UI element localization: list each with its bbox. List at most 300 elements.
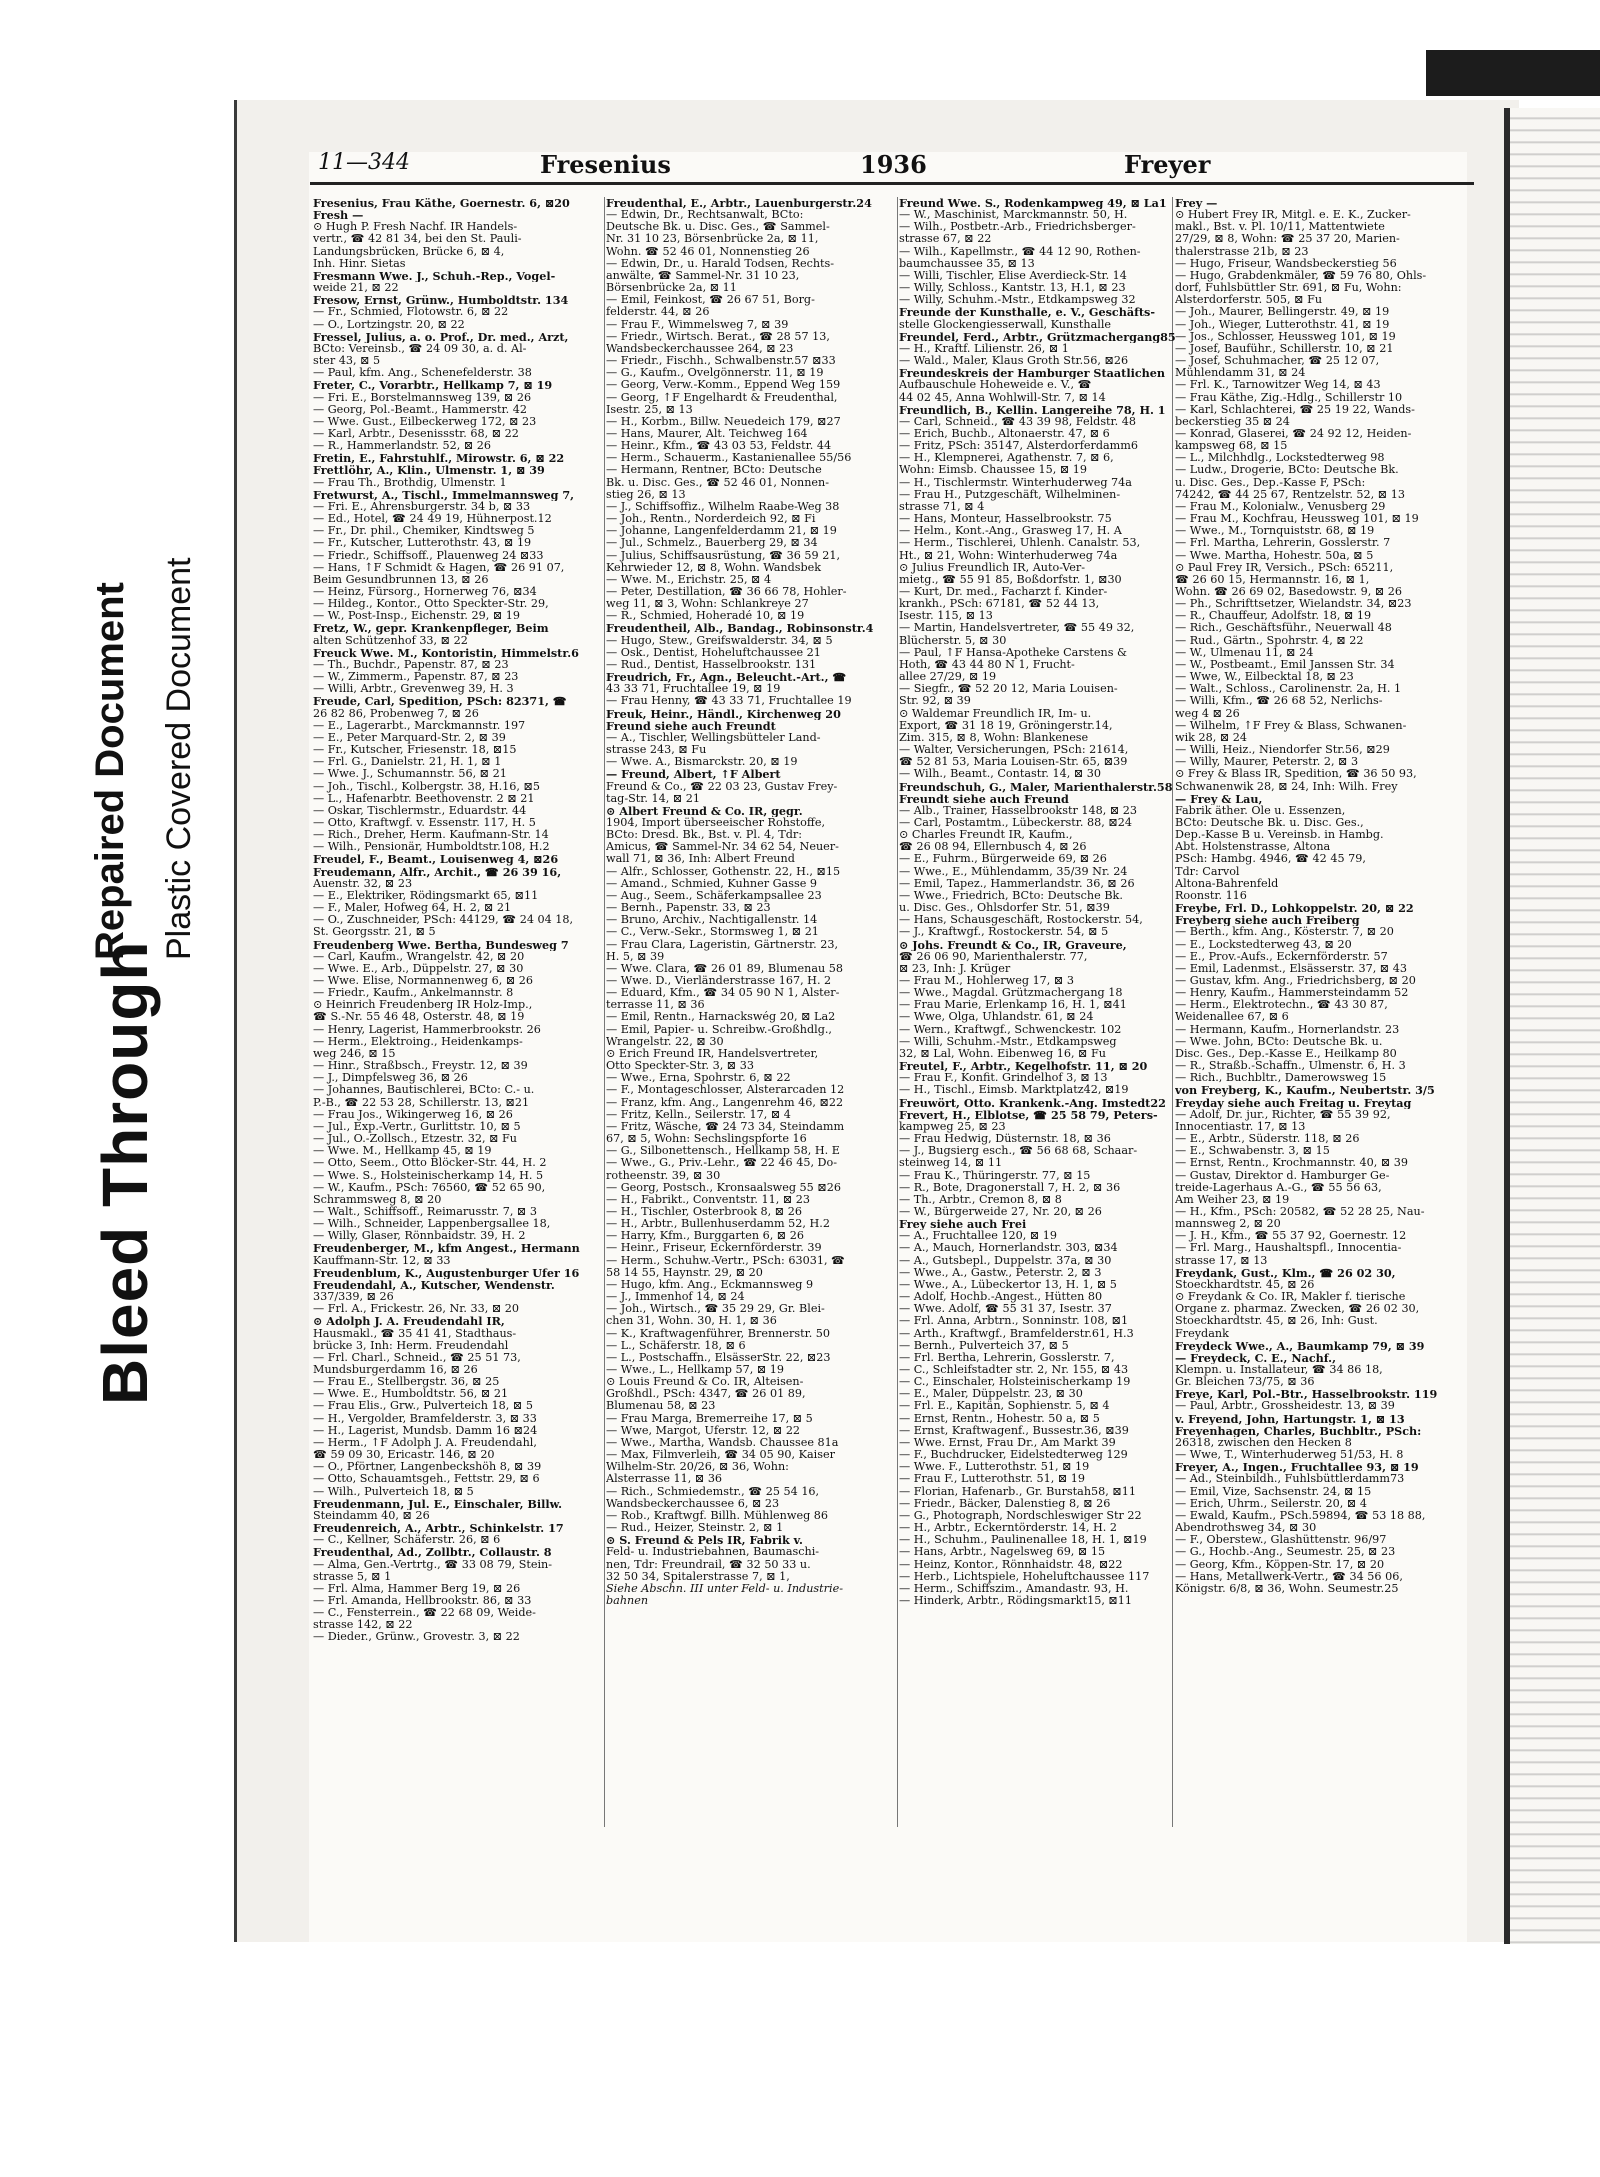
directory-entry: Feld- u. Industriebahnen, Baumaschi-	[606, 1546, 820, 1559]
directory-entry: brücke 3, Inh: Herm. Freudendahl	[313, 1339, 509, 1352]
directory-entry: — L., Schäferstr. 18, ⊠ 6	[606, 1339, 746, 1352]
directory-entry: — O., Zuschneider, PSch: 44129, ☎ 24 04 18,	[313, 914, 574, 927]
directory-entry: strasse 243, ⊠ Fu	[606, 744, 707, 757]
directory-entry: — Wern., Kraftwgf., Schwenckestr. 102	[899, 1023, 1122, 1036]
directory-entry: Großhdl., PSch: 4347, ☎ 26 01 89,	[606, 1388, 806, 1401]
directory-entry: strasse 67, ⊠ 22	[899, 233, 992, 246]
directory-entry: — Wwe., A., Gastw., Peterstr. 2, ⊠ 3	[899, 1266, 1102, 1279]
directory-entry: — Willy, Maurer, Peterstr. 2, ⊠ 3	[1175, 756, 1359, 769]
directory-entry: — Hermann, Kaufm., Hornerlandstr. 23	[1175, 1023, 1400, 1036]
directory-entry: — Wwe. Ernst, Frau Dr., Am Markt 39	[899, 1436, 1116, 1449]
directory-entry: — Emil, Feinkost, ☎ 26 67 51, Borg-	[606, 294, 815, 307]
directory-entry: 43 33 71, Fruchtallee 19, ⊠ 19	[606, 683, 781, 696]
directory-entry: — Hans, Maurer, Alt. Teichweg 164	[606, 427, 808, 440]
directory-entry: — Friedr., Kaufm., Ankelmannstr. 8	[313, 987, 514, 1000]
directory-entry: — J. H., Kfm., ☎ 55 37 92, Goernestr. 12	[1175, 1230, 1407, 1243]
directory-entry: — Frau Clara, Lageristin, Gärtnerstr. 23,	[606, 938, 839, 951]
directory-entry: von Freyberg, K., Kaufm., Neubertstr. 3/5	[1175, 1084, 1435, 1097]
directory-entry: Freudenreich, A., Arbtr., Schinkelstr. 17	[313, 1522, 564, 1535]
directory-entry: Königstr. 6/8, ⊠ 36, Wohn. Seumestr.25	[1175, 1582, 1399, 1595]
directory-entry: Tdr: Carvol	[1175, 865, 1240, 878]
directory-entry: Roonstr. 116	[1175, 889, 1247, 902]
directory-entry: wall 71, ⊠ 36, Inh: Albert Freund	[606, 853, 795, 866]
directory-entry: — Hinderk, Arbtr., Rödingsmarkt15, ⊠11	[899, 1594, 1133, 1607]
directory-entry: Freunde der Kunsthalle, e. V., Geschäfts-	[899, 306, 1155, 319]
page-reference: 11—344	[318, 150, 410, 175]
directory-entry: — Willi, Schuhm.-Mstr., Etdkampsweg	[899, 1035, 1117, 1048]
directory-entry: — Walt., Schiffsoff., Reimarusstr. 7, ⊠ 3	[313, 1205, 537, 1218]
directory-entry: Str. 92, ⊠ 39	[899, 695, 971, 708]
directory-entry: ⊙ Hugh P. Fresh Nachf. IR Handels-	[313, 221, 518, 234]
directory-entry: weg 11, ⊠ 3, Wohn: Schlankreye 27	[606, 598, 809, 611]
directory-entry: Freutel, F., Arbtr., Kegelhofstr. 11, ⊠ 20	[899, 1060, 1148, 1073]
directory-entry: — Fri. E., Borstelmannsweg 139, ⊠ 26	[313, 391, 532, 404]
directory-entry: — Friedr., Wirtsch. Berat., ☎ 28 57 13,	[606, 330, 830, 343]
directory-entry: — Frau Marie, Erlenkamp 16, H. 1, ⊠41	[899, 999, 1127, 1012]
directory-entry: — Georg, Pol.-Beamt., Hammerstr. 42	[313, 403, 527, 416]
directory-entry: Freudenmann, Jul. E., Einschaler, Billw.	[313, 1497, 563, 1510]
directory-entry: — Frl. Bertha, Lehrerin, Gosslerstr. 7,	[899, 1351, 1115, 1364]
directory-entry: — Hugo, Grabdenkmäler, ☎ 59 76 80, Ohls-	[1175, 269, 1427, 282]
directory-entry: Wohn. ☎ 26 69 02, Basedowstr. 9, ⊠ 26	[1175, 586, 1403, 598]
directory-entry: — Hermann, Rentner, BCto: Deutsche	[606, 464, 822, 477]
directory-entry: Freundt siehe auch Freund	[899, 792, 1069, 805]
directory-entry: u. Disc. Ges., Dep.-Kasse F, PSch:	[1175, 476, 1366, 489]
directory-entry: — Gustav, kfm. Ang., Friedrichsberg, ⊠ 20	[1175, 975, 1416, 987]
directory-entry: — F., Buchdrucker, Eidelstedterweg 129	[899, 1449, 1128, 1462]
directory-entry: — Walter, Versicherungen, PSch: 21614,	[899, 744, 1129, 757]
directory-entry: ☎ 52 81 53, Maria Louisen-Str. 65, ⊠39	[899, 756, 1128, 769]
directory-entry: 67, ⊠ 5, Wohn: Sechslingspforte 16	[606, 1133, 807, 1146]
directory-entry: — Wwe. Elise, Normannenweg 6, ⊠ 26	[313, 975, 534, 987]
directory-entry: — Friedr., Schiffsoff., Plauenweg 24 ⊠33	[313, 549, 544, 562]
directory-entry: — Max, Filmverleih, ☎ 34 05 90, Kaiser	[606, 1449, 835, 1462]
directory-entry: — Rud., Heizer, Steinstr. 2, ⊠ 1	[606, 1522, 784, 1535]
directory-entry: — G., Silbonettensch., Hellkamp 58, H. E	[606, 1145, 840, 1158]
directory-entry: stelle Glockengiesserwall, Kunsthalle	[899, 318, 1112, 331]
directory-entry: Wrangelstr. 22, ⊠ 30	[606, 1035, 724, 1048]
directory-entry: Fresenius, Frau Käthe, Goernestr. 6, ⊠20	[313, 197, 570, 210]
directory-entry: — Emil, Ladenmst., Elsässerstr. 37, ⊠ 43	[1175, 962, 1407, 975]
directory-entry: Freudendahl, A., Kutscher, Wendenstr.	[313, 1278, 555, 1292]
directory-entry: ⊙ Heinrich Freudenberg IR Holz-Imp.,	[313, 999, 533, 1012]
directory-entry: ☎ S.-Nr. 55 46 48, Osterstr. 48, ⊠ 19	[313, 1011, 525, 1024]
directory-entry: — O., Lortzingstr. 20, ⊠ 22	[313, 318, 465, 331]
directory-entry: — Dieder., Grünw., Grovestr. 3, ⊠ 22	[313, 1631, 520, 1644]
directory-entry: strasse 5, ⊠ 1	[313, 1570, 392, 1583]
directory-entry: Freudenthal, Ad., Zollbtr., Collaustr. 8	[313, 1546, 552, 1559]
directory-entry: — Hans, Metallwerk-Vertr., ☎ 34 56 06,	[1175, 1570, 1403, 1583]
directory-entry: — Frl. K., Tarnowitzer Weg 14, ⊠ 43	[1175, 379, 1381, 392]
first-surname-header: Fresenius	[540, 150, 671, 179]
directory-entry: — Frey & Lau,	[1175, 792, 1263, 805]
directory-entry: — Frl. Anna, Arbtrn., Sonninstr. 108, ⊠1	[899, 1315, 1129, 1328]
directory-entry: — E., Elektriker, Rödingsmarkt 65, ⊠11	[313, 889, 539, 902]
directory-entry: kampsweg 68, ⊠ 15	[1175, 440, 1288, 453]
directory-entry: — Wwe, T., Winterhuderweg 51/53, H. 8	[1175, 1449, 1404, 1462]
directory-entry: ⊙ Charles Freundt IR, Kaufm.,	[899, 829, 1073, 842]
directory-entry: — Heinr., Kfm., ☎ 43 03 53, Feldstr. 44	[606, 440, 832, 453]
directory-entry: — Ed., Hotel, ☎ 24 49 19, Hühnerpost.12	[313, 513, 552, 526]
directory-entry: Isestr. 25, ⊠ 13	[606, 403, 693, 416]
directory-entry: — Georg, Verw.-Komm., Eppend Weg 159	[606, 379, 841, 392]
directory-entry: — Rud., Dentist, Hasselbrookstr. 131	[606, 658, 817, 671]
directory-entry: ⊙ Louis Freund & Co. IR, Alteisen-	[606, 1376, 804, 1389]
directory-entry: Freyday siehe auch Freitag u. Freytag	[1175, 1096, 1412, 1109]
directory-entry: — Willi, Kfm., ☎ 26 68 52, Nerlichs-	[1175, 695, 1383, 708]
directory-entry: — Bruno, Archiv., Nachtigallenstr. 14	[606, 914, 818, 927]
directory-entry: — Heinr., Friseur, Eckernförderstr. 39	[606, 1242, 822, 1255]
directory-entry: ⊙ Hubert Frey IR, Mitgl. e. E. K., Zucker-	[1175, 209, 1411, 222]
directory-entry: Landungsbrücken, Brücke 6, ⊠ 4,	[313, 245, 505, 258]
directory-entry: — J., Immenhof 14, ⊠ 24	[606, 1291, 745, 1304]
directory-entry: Freudenberger, M., kfm Angest., Hermann	[313, 1242, 580, 1255]
directory-entry: tag-Str. 14, ⊠ 21	[606, 792, 701, 805]
directory-entry: BCto: Deutsche Bk. u. Disc. Ges.,	[1175, 816, 1364, 829]
directory-entry: — Wwe., L., Hellkamp 57, ⊠ 19	[606, 1364, 785, 1376]
directory-entry: — Herm., Schauerm., Kastanienallee 55/56	[606, 452, 852, 465]
directory-entry: ⊙ Albert Freund & Co. IR, gegr.	[606, 804, 803, 817]
directory-entry: — Jul., O.-Zollsch., Etzestr. 32, ⊠ Fu	[313, 1133, 517, 1146]
directory-entry: — Carl, Postamtm., Lübeckerstr. 88, ⊠24	[899, 816, 1132, 829]
directory-entry: — Wwe., E., Mühlendamm, 35/39 Nr. 24	[899, 865, 1128, 878]
directory-entry: — Helm., Kont.-Ang., Grasweg 17, H. A	[899, 525, 1122, 538]
directory-entry: Kehrwieder 12, ⊠ 8, Wohn. Wandsbek	[606, 561, 822, 574]
directory-entry: Schrammsweg 8, ⊠ 20	[313, 1193, 442, 1206]
directory-entry: — J., Bugsierg esch., ☎ 56 68 68, Schaar-	[899, 1145, 1138, 1158]
directory-entry: — Jul., Exp.-Vertr., Gurlittstr. 10, ⊠ 5	[313, 1120, 521, 1133]
directory-entry: bahnen	[606, 1594, 649, 1607]
directory-entry: Freybe, Frl. D., Lohkoppelstr. 20, ⊠ 22	[1175, 902, 1414, 915]
directory-entry: ⊙ S. Freund & Pels IR, Fabrik v.	[606, 1534, 803, 1547]
directory-entry: — Wwe., G., Priv.-Lehr., ☎ 22 46 45, Do-	[606, 1157, 838, 1170]
directory-entry: — Wwe. Adolf, ☎ 55 31 37, Isestr. 37	[899, 1303, 1112, 1316]
directory-entry: — Frl. Martha, Lehrerin, Gosslerstr. 7	[1175, 537, 1391, 550]
directory-entry: 26318, zwischen den Hecken 8	[1175, 1436, 1352, 1449]
directory-entry: — Frau Hedwig, Düsternstr. 18, ⊠ 36	[899, 1133, 1111, 1146]
directory-entry: Stoeckhardtstr. 45, ⊠ 26, Inh: Gust.	[1175, 1315, 1378, 1328]
directory-entry: — Wwe, Margot, Uferstr. 12, ⊠ 22	[606, 1424, 801, 1437]
directory-entry: — Frau F., Wimmelsweg 7, ⊠ 39	[606, 318, 789, 331]
directory-entry: Frey siehe auch Frei	[899, 1218, 1027, 1231]
repaired-document-label: Repaired Document	[88, 582, 132, 960]
directory-entry: Stoeckhardtstr. 45, ⊠ 26	[1175, 1278, 1315, 1291]
directory-entry: — Rich., Buchbltr., Damerowsweg 15	[1175, 1072, 1387, 1085]
directory-entry: Wandsbeckerchaussee 264, ⊠ 23	[606, 342, 794, 355]
directory-entry: — Joh., Wieger, Lutterothstr. 41, ⊠ 19	[1175, 318, 1390, 331]
directory-entry: — C., Verw.-Sekr., Stormsweg 1, ⊠ 21	[606, 926, 819, 939]
directory-entry: — Willi, Arbtr., Grevenweg 39, H. 3	[313, 683, 514, 696]
directory-entry: — Willi, Tischler, Elise Averdieck-Str. 14	[899, 269, 1127, 282]
directory-entry: — W., Postbeamt., Emil Janssen Str. 34	[1175, 658, 1395, 671]
directory-entry: Abt. Holstenstrasse, Altona	[1175, 841, 1331, 854]
directory-entry: Freundlich, B., Kellin. Langereihe 78, H. 1	[899, 403, 1166, 416]
directory-entry: ☎ 59 09 30, Ericastr. 146, ⊠ 20	[313, 1449, 495, 1462]
directory-entry: Fressel, Julius, a. o. Prof., Dr. med., Arzt,	[313, 330, 569, 343]
directory-entry: — Edwin, Dr., u. Harald Todsen, Rechts-	[606, 257, 835, 270]
directory-entry: Freye, Karl, Pol.-Btr., Hasselbrookstr. 119	[1175, 1388, 1438, 1401]
directory-entry: — Frau E., Stellbergstr. 36, ⊠ 25	[313, 1376, 500, 1389]
directory-entry: — Ernst, Rentn., Krochmannstr. 40, ⊠ 39	[1175, 1157, 1409, 1170]
directory-entry: ⊠ 23, Inh: J. Krüger	[899, 962, 1011, 975]
directory-entry: Abendrothsweg 34, ⊠ 30	[1175, 1522, 1317, 1535]
directory-entry: — Karl, Schlachterei, ☎ 25 19 22, Wands-	[1175, 403, 1415, 416]
directory-entry: Altona-Bahrenfeld	[1175, 877, 1279, 890]
directory-entry: — Friedr., Fischh., Schwalbenstr.57 ⊠33	[606, 355, 836, 368]
directory-entry: 32, ⊠ Lal, Wohn. Eibenweg 16, ⊠ Fu	[899, 1047, 1106, 1060]
directory-entry: chen 31, Wohn. 30, H. 1, ⊠ 36	[606, 1315, 777, 1328]
directory-entry: — Alb., Trainer, Hasselbrookstr 148, ⊠ 23	[899, 804, 1137, 817]
directory-entry: — C., Kellner, Schäferstr. 26, ⊠ 6	[313, 1534, 501, 1547]
directory-entry: — Wilh., Kapellmstr., ☎ 44 12 90, Rothen-	[899, 245, 1141, 258]
directory-entry: ⊙ Waldemar Freundlich IR, Im- u.	[899, 707, 1092, 720]
directory-entry: thalerstrasse 21b, ⊠ 23	[1175, 245, 1309, 258]
directory-entry: — Rich., Schmiedemstr., ☎ 25 54 16,	[606, 1485, 820, 1498]
directory-entry: — G., Kaufm., Ovelgönnerstr. 11, ⊠ 19	[606, 367, 824, 380]
directory-entry: Blumenau 58, ⊠ 23	[606, 1400, 716, 1413]
directory-entry: treide-Lagerhaus A.-G., ☎ 55 56 63,	[1175, 1181, 1382, 1194]
directory-entry: — W., Zimmerm., Papenstr. 87, ⊠ 23	[313, 671, 519, 684]
directory-entry: Freyberg siehe auch Freiberg	[1175, 914, 1360, 927]
directory-entry: Freydank, Gust., Klm., ☎ 26 02 30,	[1175, 1266, 1396, 1279]
directory-entry: — E., Schwabenstr. 3, ⊠ 15	[1175, 1145, 1330, 1158]
directory-entry: — Wwe., Erna, Spohrstr. 6, ⊠ 22	[606, 1072, 791, 1085]
directory-entry: — Rich., Geschäftsführ., Neuerwall 48	[1175, 622, 1392, 635]
directory-entry: — Wwe. J., Schumannstr. 56, ⊠ 21	[313, 768, 507, 781]
directory-entry: Aufbauschule Hoheweide e. V., ☎	[899, 379, 1092, 392]
bleed-through-label: Bleed Through	[89, 940, 161, 1405]
directory-entry: — W., Bürgerweide 27, Nr. 20, ⊠ 26	[899, 1205, 1102, 1218]
directory-entry: — H., Tischlermstr. Winterhuderweg 74a	[899, 476, 1132, 489]
directory-entry: — Frl. Alma, Hammer Berg 19, ⊠ 26	[313, 1582, 521, 1595]
directory-entry: — Ludw., Drogerie, BCto: Deutsche Bk.	[1175, 464, 1399, 477]
directory-entry: Frettlöhr, A., Klin., Ulmenstr. 1, ⊠ 39	[313, 464, 545, 477]
directory-entry: — Aug., Seem., Schäferkampsallee 23	[606, 889, 822, 902]
directory-entry: — L., Postschaffn., ElsässerStr. 22, ⊠23	[606, 1351, 831, 1364]
directory-entry: — Josef, Schuhmacher, ☎ 25 12 07,	[1175, 355, 1380, 368]
directory-entry: — Bernh., Papenstr. 33, ⊠ 23	[606, 902, 771, 915]
directory-entry: — Wwe. A., Bismarckstr. 20, ⊠ 19	[606, 756, 798, 769]
directory-entry: — Ad., Steinbildh., Fuhlsbüttlerdamm73	[1175, 1473, 1405, 1486]
directory-entry: — R., Chauffeur, Adolfstr. 18, ⊠ 19	[1175, 610, 1372, 623]
directory-entry: — H., Lagerist, Mundsb. Damm 16 ⊠24	[313, 1424, 538, 1437]
directory-entry: — L., Hafenarbtr. Beethovenstr. 2 ⊠ 21	[313, 792, 535, 805]
directory-entry: Mundsburgerdamm 16, ⊠ 26	[313, 1364, 478, 1376]
directory-entry: Klempn. u. Installateur, ☎ 34 86 18,	[1175, 1364, 1383, 1376]
directory-entry: 58 14 55, Haynstr. 29, ⊠ 20	[606, 1266, 763, 1279]
facing-page-edge	[1504, 108, 1600, 1944]
directory-entry: — H., Klempnerei, Agathenstr. 7, ⊠ 6,	[899, 452, 1114, 465]
directory-entry: — Th., Arbtr., Cremon 8, ⊠ 8	[899, 1193, 1062, 1206]
directory-entry: — Joh., Wirtsch., ☎ 35 29 29, Gr. Blei-	[606, 1303, 825, 1316]
directory-entry: Freyer, A., Ingen., Fruchtallee 93, ⊠ 19	[1175, 1461, 1419, 1474]
directory-entry: Inh. Hinr. Sietas	[313, 257, 406, 270]
directory-entry: — Wwe. S., Holsteinischerkamp 14, H. 5	[313, 1169, 544, 1182]
directory-entry: — Friedr., Bäcker, Dalenstieg 8, ⊠ 26	[899, 1497, 1111, 1510]
directory-entry: — J., Kraftwgf., Rostockerstr. 54, ⊠ 5	[899, 926, 1109, 939]
directory-entry: — E., Arbtr., Süderstr. 118, ⊠ 26	[1175, 1133, 1360, 1146]
directory-entry: — Wwe. D., Vierländerstrasse 167, H. 2	[606, 975, 832, 987]
directory-entry: weg 246, ⊠ 15	[313, 1047, 396, 1060]
directory-entry: H. 5, ⊠ 39	[606, 950, 665, 963]
directory-entry: — Willy, Glaser, Rönnbaidstr. 39, H. 2	[313, 1230, 526, 1243]
directory-entry: — E., Prov.-Aufs., Eckernförderstr. 57	[1175, 950, 1388, 963]
directory-entry: — Willi, Heiz., Niendorfer Str.56, ⊠29	[1175, 744, 1390, 757]
directory-entry: u. Disc. Ges., Ohlsdorfer Str. 51, ⊠39	[899, 902, 1110, 915]
directory-entry: 337/339, ⊠ 26	[313, 1291, 394, 1304]
header-rule	[310, 182, 1474, 185]
directory-entry: — Siegfr., ☎ 52 20 12, Maria Louisen-	[899, 683, 1118, 696]
directory-entry: terrasse 11, ⊠ 36	[606, 999, 705, 1012]
directory-entry: strasse 142, ⊠ 22	[313, 1619, 413, 1632]
directory-entry: — Joh., Rentn., Norderdeich 92, ⊠ Fi	[606, 513, 816, 526]
directory-entry: — Harry, Kfm., Burggarten 6, ⊠ 26	[606, 1230, 804, 1243]
last-surname-header: Freyer	[1124, 150, 1211, 179]
directory-entry: — Wilh., Beamt., Contastr. 14, ⊠ 30	[899, 768, 1102, 781]
directory-entry: Innocentiastr. 17, ⊠ 13	[1175, 1120, 1306, 1133]
directory-entry: wik 28, ⊠ 24	[1175, 731, 1248, 744]
directory-entry: — R., Hammerlandstr. 52, ⊠ 26	[313, 440, 492, 453]
directory-entry: — Adolf, Dr. jur., Richter, ☎ 55 39 92,	[1175, 1108, 1391, 1121]
directory-entry: — Wwe. Clara, ☎ 26 01 89, Blumenau 58	[606, 962, 844, 975]
directory-entry: — Frau H., Putzgeschäft, Wilhelminen-	[899, 488, 1121, 501]
directory-entry: Gr. Bleichen 73/75, ⊠ 36	[1175, 1376, 1315, 1389]
directory-entry: 26 82 86, Probenweg 7, ⊠ 26	[313, 707, 479, 720]
directory-entry: krankh., PSch: 67181, ☎ 52 44 13,	[899, 598, 1100, 611]
directory-entry: — W., Kaufm., PSch: 76560, ☎ 52 65 90,	[313, 1181, 546, 1194]
directory-entry: 1904, Import überseeischer Rohstoffe,	[606, 816, 826, 829]
directory-entry: Nr. 31 10 23, Börsenbrücke 2a, ⊠ 11,	[606, 233, 819, 246]
directory-entry: ⊙ Johs. Freundt & Co., IR, Graveure,	[899, 938, 1127, 951]
directory-entry: — Wwe. F., Lutterothstr. 51, ⊠ 19	[899, 1461, 1090, 1474]
directory-entry: — E., Maler, Düppelstr. 23, ⊠ 30	[899, 1388, 1083, 1401]
directory-entry: — G., Hochb.-Ang., Seumestr. 25, ⊠ 23	[1175, 1546, 1396, 1559]
plastic-covered-label: Plastic Covered Document	[160, 557, 198, 960]
directory-entry: Wilhelm-Str. 20/26, ⊠ 36, Wohn:	[606, 1461, 789, 1474]
directory-entry: Freyenhagen, Charles, Buchbltr., PSch:	[1175, 1424, 1422, 1437]
directory-entry: — Berth., kfm. Ang., Kösterstr. 7, ⊠ 20	[1175, 926, 1394, 939]
directory-entry: — Jul., Schmelz., Bauerberg 29, ⊠ 34	[606, 537, 818, 550]
directory-entry: Freundeskreis der Hamburger Staatlichen	[899, 367, 1166, 380]
directory-entry: Isestr. 115, ⊠ 13	[899, 610, 993, 623]
directory-entry: Hoth, ☎ 43 44 80 N 1, Frucht-	[899, 658, 1075, 671]
directory-entry: 27/29, ⊠ 8, Wohn: ☎ 25 37 20, Marien-	[1175, 233, 1400, 246]
directory-entry: Disc. Ges., Dep.-Kasse E., Heilkamp 80	[1175, 1047, 1397, 1060]
directory-entry: — O., Pförtner, Langenbeckshöh 8, ⊠ 39	[313, 1461, 542, 1474]
directory-entry: — Frau F., Lutterothstr. 51, ⊠ 19	[899, 1473, 1085, 1486]
directory-entry: Deutsche Bk. u. Disc. Ges., ☎ Sammel-	[606, 221, 830, 234]
directory-entry: Freudrich, Fr., Agn., Beleucht.-Art., ☎	[606, 671, 847, 684]
directory-entry: — Wilh., Postbetr.-Arb., Friedrichsberger-	[899, 221, 1136, 234]
directory-entry: — Fr., Schmied, Flotowstr. 6, ⊠ 22	[313, 306, 509, 319]
directory-entry: — A., Mauch, Hornerlandstr. 303, ⊠34	[899, 1242, 1118, 1255]
directory-entry: — Osk., Dentist, Hoheluftchaussee 21	[606, 646, 821, 659]
directory-entry: — Hugo, Stew., Greifswalderstr. 34, ⊠ 5	[606, 634, 833, 647]
directory-entry: ⊙ Frey & Blass IR, Spedition, ☎ 36 50 93,	[1175, 768, 1417, 781]
directory-entry: BCto: Dresd. Bk., Bst. v. Pl. 4, Tdr:	[606, 829, 803, 842]
directory-entry: Auenstr. 32, ⊠ 23	[313, 877, 413, 890]
directory-entry: — H., Korbm., Billw. Neuedeich 179, ⊠27	[606, 415, 841, 428]
directory-entry: — Johannes, Bautischlerei, BCto: C.- u.	[313, 1084, 535, 1097]
directory-entry: — Frau Elis., Grw., Pulverteich 18, ⊠ 5	[313, 1400, 533, 1413]
directory-column-3	[899, 197, 1192, 1827]
directory-entry: kampweg 25, ⊠ 23	[899, 1120, 1006, 1133]
directory-entry: PSch: Hambg. 4946, ☎ 42 45 79,	[1175, 853, 1366, 866]
directory-entry: — Hans, Arbtr., Nagelsweg 69, ⊠ 15	[899, 1546, 1106, 1559]
directory-entry: — Wwe, Olga, Uhlandstr. 61, ⊠ 24	[899, 1011, 1094, 1024]
directory-entry: — Josef, Bauführ., Schillerstr. 10, ⊠ 21	[1175, 342, 1394, 355]
directory-entry: — Frau Jos., Wikingerweg 16, ⊠ 26	[313, 1108, 513, 1121]
directory-entry: — Ph., Schrifttsetzer, Wielandstr. 34, ⊠23	[1175, 598, 1412, 611]
directory-entry: — Ewald, Kaufm., PSch.59894, ☎ 53 18 88,	[1175, 1509, 1426, 1522]
directory-entry: mannsweg 2, ⊠ 20	[1175, 1218, 1281, 1231]
directory-entry: — Herm., Elektrotechn., ☎ 43 30 87,	[1175, 999, 1388, 1012]
directory-entry: — H., Arbtr., Eckerntörderstr. 14, H. 2	[899, 1522, 1117, 1535]
directory-entry: — W., Maschinist, Marckmannstr. 50, H.	[899, 209, 1128, 222]
directory-entry: — G., Photograph, Nordschleswiger Str 22	[899, 1509, 1142, 1522]
directory-entry: — Wilh., Pulverteich 18, ⊠ 5	[313, 1485, 474, 1498]
directory-entry: — Frau Henny, ☎ 43 33 71, Fruchtallee 19	[606, 695, 852, 708]
directory-entry: — Freydeck, C. E., Nachf.,	[1175, 1351, 1336, 1364]
directory-entry: ☎ 26 60 15, Hermannstr. 16, ⊠ 1,	[1175, 573, 1370, 586]
directory-entry: — Frl. Amanda, Hellbrookstr. 86, ⊠ 33	[313, 1594, 532, 1607]
directory-entry: — H., Tischl., Eimsb. Marktplatz42, ⊠19	[899, 1084, 1129, 1097]
directory-entry: ⊙ Julius Freundlich IR, Auto-Ver-	[899, 561, 1086, 574]
directory-entry: Freundel, Ferd., Arbtr., Grützmachergang85	[899, 330, 1176, 343]
directory-entry: — Fritz, Kelln., Seilerstr. 17, ⊠ 4	[606, 1108, 791, 1121]
directory-entry: — C., Einschaler, Holsteinischerkamp 19	[899, 1376, 1131, 1389]
directory-entry: weg 4 ⊠ 26	[1175, 707, 1240, 720]
directory-entry: — Carl, Schneid., ☎ 43 39 98, Feldstr. 48	[899, 415, 1137, 428]
directory-entry: Freund siehe auch Freundt	[606, 719, 776, 732]
directory-entry: — Emil, Tapez., Hammerlandstr. 36, ⊠ 26	[899, 877, 1135, 890]
directory-entry: — Hugo, kfm. Ang., Eckmannsweg 9	[606, 1278, 814, 1291]
directory-entry: — Herm., ↑F Adolph J. A. Freudendahl,	[313, 1436, 537, 1449]
directory-entry: — Julius, Schiffsausrüstung, ☎ 36 59 21,	[606, 549, 841, 562]
directory-entry: — A., Fruchtallee 120, ⊠ 19	[899, 1230, 1058, 1243]
directory-entry: Blücherstr. 5, ⊠ 30	[899, 634, 1007, 647]
directory-entry: — F., Montageschlosser, Alsterarcaden 12	[606, 1084, 845, 1097]
directory-entry: — Hans, ↑F Schmidt & Hagen, ☎ 26 91 07,	[313, 561, 565, 574]
directory-entry: — Wwe. Gust., Eilbeckerweg 172, ⊠ 23	[313, 415, 537, 428]
directory-entry: — Kurt, Dr. med., Facharzt f. Kinder-	[899, 586, 1108, 598]
directory-entry: — Frau Marga, Bremerreihe 17, ⊠ 5	[606, 1412, 813, 1425]
directory-entry: — Fri. E., Ahrensburgerstr. 34 b, ⊠ 33	[313, 500, 531, 513]
directory-entry: — Hans, Schausgeschäft, Rostockerstr. 54,	[899, 914, 1143, 927]
directory-entry: — Freund, Albert, ↑F Albert	[606, 768, 781, 781]
directory-entry: — Paul, kfm. Ang., Schenefelderstr. 38	[313, 367, 532, 380]
directory-entry: — H., Schuhm., Paulinenallee 18, H. 1, ⊠19	[899, 1534, 1147, 1547]
directory-entry: ⊙ Adolph J. A. Freudendahl IR,	[313, 1315, 505, 1328]
directory-entry: — Fritz, Wäsche, ☎ 24 73 34, Steindamm	[606, 1120, 845, 1133]
directory-entry: Kauffmann-Str. 12, ⊠ 33	[313, 1254, 451, 1267]
directory-entry: — Fr., Kutscher, Lutterothstr. 43, ⊠ 19	[313, 537, 532, 550]
directory-entry: — Herb., Lichtspiele, Hoheluftchaussee 117	[899, 1570, 1150, 1583]
directory-entry: — H., Kraftf. Lilienstr. 26, ⊠ 1	[899, 342, 1069, 355]
directory-entry: steinweg 14, ⊠ 11	[899, 1157, 1003, 1170]
directory-entry: — Georg, Postsch., Kronsaalsweg 55 ⊠26	[606, 1181, 841, 1194]
directory-entry: — Rud., Gärtn., Spohrstr. 4, ⊠ 22	[1175, 634, 1364, 647]
directory-entry: — Henry, Lagerist, Hammerbrookstr. 26	[313, 1023, 541, 1036]
directory-entry: — Ernst, Rentn., Hohestr. 50 a, ⊠ 5	[899, 1412, 1100, 1425]
directory-entry: — Wwe., A., Lübeckertor 13, H. 1, ⊠ 5	[899, 1278, 1117, 1291]
directory-entry: — A., Gutsbepl., Duppelstr. 37a, ⊠ 30	[899, 1254, 1112, 1267]
directory-entry: — Otto, Seem., Otto Blöcker-Str. 44, H. 2	[313, 1157, 547, 1170]
directory-entry: — Wwe. E., Humboldtstr. 56, ⊠ 21	[313, 1388, 509, 1401]
directory-entry: Schwanenwik 28, ⊠ 24, Inh: Wilh. Frey	[1175, 780, 1398, 793]
directory-entry: Organe z. pharmaz. Zwecken, ☎ 26 02 30,	[1175, 1303, 1420, 1316]
directory-entry: alten Schützenhof 33, ⊠ 22	[313, 634, 468, 647]
